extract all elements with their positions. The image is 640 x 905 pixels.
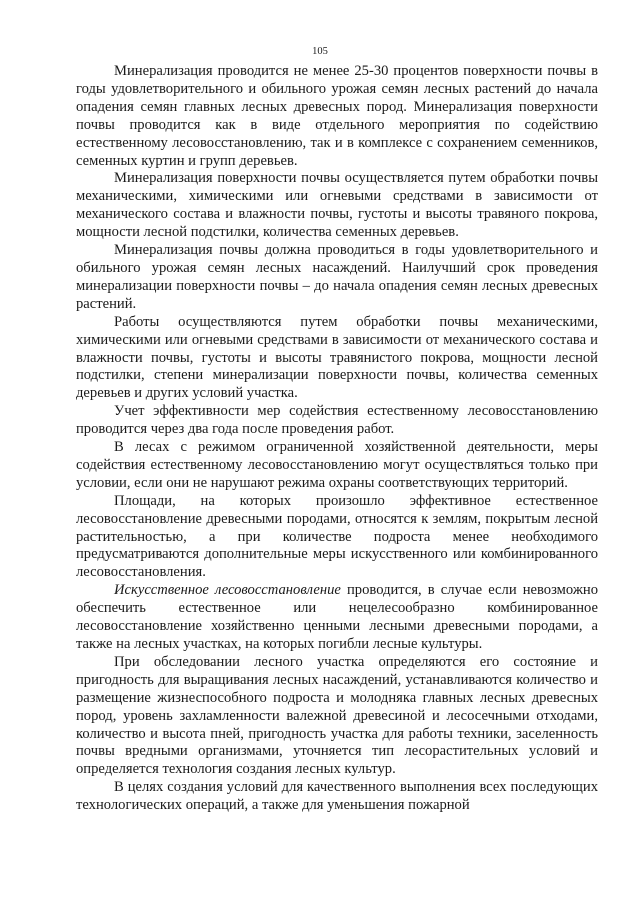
paragraph-efficiency-accounting: Учет эффективности мер содействия естественному лесовосстановлению проводится через два года после проведения работ.: [76, 403, 598, 438]
paragraph-surface-treatment: Минерализация поверхности почвы осуществляется путем обработки почвы механическими, химическими или огневыми средствами в зависимости от механического состава и влажности почвы, густоты и высоты травяного покрова, мощности лесной подстилки, количества семенных деревьев.: [76, 170, 598, 241]
paragraph-works-methods: Работы осуществляются путем обработки почвы механическими, химическими или огневыми средствами в зависимости от механического состава и влажности почвы, густоты и высоты травянистого покрова, мощности лесной подстилки, степени минерализации поверхности почвы, количества семенных деревьев и других условий участка.: [76, 313, 598, 402]
term-artificial-regeneration: Искусственное лесовосстановление: [114, 582, 341, 599]
paragraph-artificial-regeneration-text: проводится, в случае если невозможно обеспечить естественное или нецелесообразно комбинированное лесовосстановление хозяйственно ценными лесными древесными породами, а также на лесных участках, на которых погибли лесные культуры.: [76, 582, 599, 652]
paragraph-natural-regeneration-areas: Площади, на которых произошло эффективное естественное лесовосстановление древесными породами, относятся к землям, покрытым лесной растительностью, а при количестве подроста менее необходимого предусматриваются дополнительные меры искусственного или комбинированного лесовосстановления.: [76, 492, 598, 581]
paragraph-restricted-forests: В лесах с режимом ограниченной хозяйственной деятельности, меры содействия естественному лесовосстановлению могут осуществляться только при условии, если они не нарушают режима охраны соответствующих территорий.: [76, 439, 598, 491]
paragraph-site-survey: При обследовании лесного участка определяются его состояние и пригодность для выращивания лесных насаждений, устанавливаются количество и размещение жизнеспособного подроста и молодняка главных лесных древесных пород, уровень захламленности валежной древесиной и лесосечными отходами, количество и высота пней, пригодность участка для работы техники, заселенность почвы вредными организмами, уточняется тип лесорастительных условий и определяется технология создания лесных культур.: [76, 653, 598, 778]
paragraph-mineralization-timing: Минерализация почвы должна проводиться в годы удовлетворительного и обильного урожая семян лесных насаждений. Наилучший срок проведения минерализации поверхности почвы – до начала опадения семян лесных древесных растений.: [76, 242, 598, 312]
paragraph-soil-mineralization: Минерализация проводится не менее 25-30 процентов поверхности почвы в годы удовлетворительного и обильного урожая семян лесных растений до начала опадения семян главных лесных древесных пород. Минерализация поверхности почвы проводится как в виде отдельного мероприятия по содействию естественному лесовосстановлению, так и в комплексе с сохранением семенников, семенных куртин и групп деревьев.: [76, 63, 598, 169]
paragraph-conditions-fire: В целях создания условий для качественного выполнения всех последующих технологических операций, а также для уменьшения пожарной: [76, 779, 598, 814]
document-body: [76, 63, 598, 815]
paragraph-artificial-regeneration: [76, 582, 598, 654]
page-number: 105: [312, 46, 328, 57]
